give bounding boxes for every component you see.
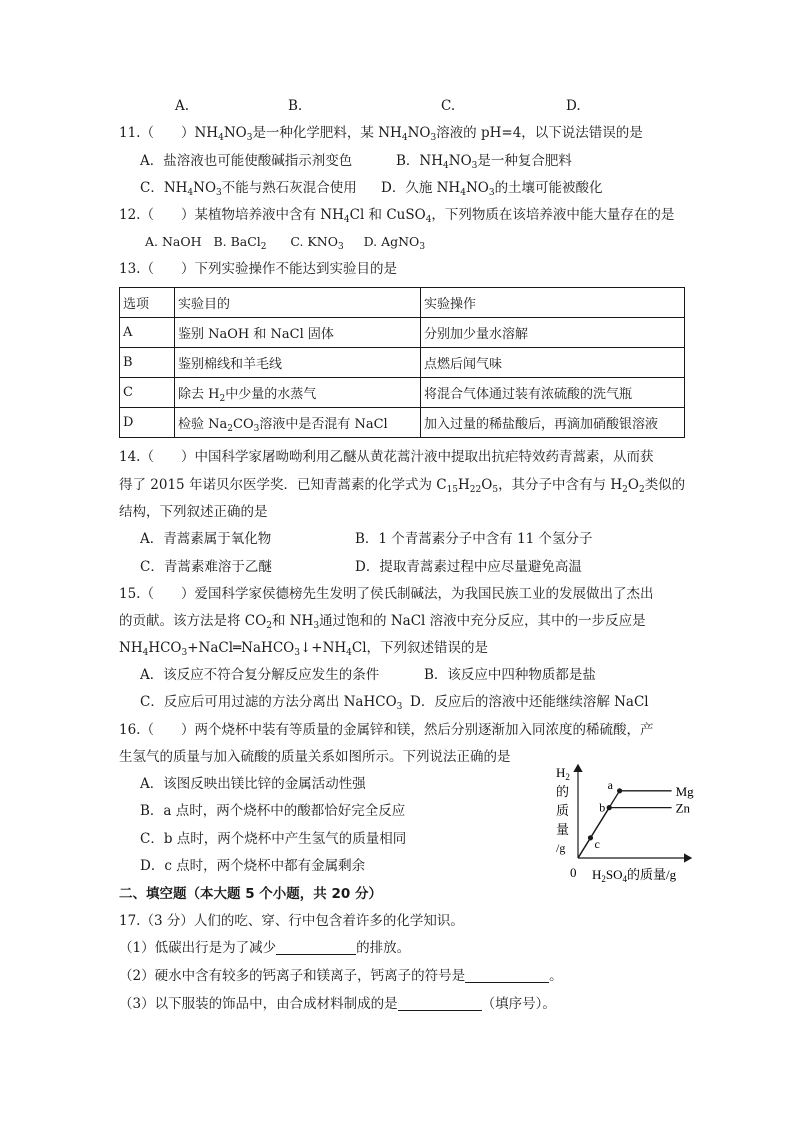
- table-cell: D: [120, 408, 175, 438]
- table-cell: 除去 $H_2$中少量的水蒸气: [175, 378, 421, 408]
- q12-stem: 12.（ ）某植物培养液中含有 $NH_4Cl$ 和 CuSO$_4$，下列物质在该培养液中能大量存在的是: [119, 207, 675, 225]
- table-cell: 鉴别 NaOH 和 NaCl 固体: [175, 318, 421, 348]
- section-title: 二、填空题（本大题 5 个小题，共 20 分）: [119, 886, 382, 902]
- table-header-row: [120, 288, 685, 318]
- q14-stem-line2: 得了 2015 年诺贝尔医学奖．已知青蒿素的化学式为 $C_{15}H_{22}O_5$，其分子中含有与 $H_2O_2$类似的: [119, 477, 686, 495]
- q16-option-b: B．a 点时，两个烧杯中的酸都恰好完全反应: [140, 803, 406, 819]
- table-row: [120, 408, 685, 438]
- table-cell: A: [120, 318, 175, 348]
- q11-stem: 11.（ ）$NH_4NO_3$是一种化学肥料，某 $NH_4NO_3$溶液的 pH=4，以下说法错误的是: [119, 125, 643, 143]
- q10-option-b: B.: [288, 98, 303, 114]
- series-label-mg: Mg: [675, 783, 694, 799]
- q12-option-d: D. AgNO$_3$: [363, 234, 426, 252]
- y-axis-label-char: 质: [556, 803, 570, 818]
- q10-option-c: C.: [441, 98, 456, 114]
- x-axis-label: $H_2SO_4$的质量/g: [592, 867, 677, 884]
- q15-equation-line: $NH_4HCO_3+NaCl═NaHCO_3↓+NH_4Cl$，下列叙述错误的是: [119, 640, 489, 658]
- q13-stem: 13.（ ）下列实验操作不能达到实验目的是: [119, 261, 397, 277]
- y-axis-label-char: 的: [556, 784, 570, 799]
- point-a: [617, 788, 622, 793]
- q11-option-b: B．$NH_4NO_3$是一种复合肥料: [396, 153, 572, 171]
- table-cell: C: [120, 378, 175, 408]
- point-c: [588, 835, 593, 840]
- q17-part1: （1）低碳出行是为了减少 的排放。: [119, 940, 411, 956]
- q14-option-d: D．提取青蒿素过程中应尽量避免高温: [355, 559, 582, 575]
- q14-stem-line3: 结构，下列叙述正确的是: [119, 504, 268, 520]
- table-header-cell: 实验操作: [421, 288, 685, 318]
- q13-table: [119, 287, 685, 438]
- point-label-a: a: [607, 777, 613, 792]
- q14-stem-line1: 14.（ ）中国科学家屠呦呦利用乙醚从黄花蒿汁液中提取出抗疟特效药青蒿素，从而获: [119, 449, 654, 465]
- q16-option-c: C．b 点时，两个烧杯中产生氢气的质量相同: [140, 831, 407, 847]
- q12-options: [145, 233, 425, 251]
- table-header-cell: 实验目的: [175, 288, 421, 318]
- answer-blank[interactable]: [465, 968, 549, 983]
- table-cell: 将混合气体通过装有浓硫酸的洗气瓶: [421, 378, 685, 408]
- y-axis-label-char: /g: [556, 841, 566, 855]
- table-row: [120, 378, 685, 408]
- q15-option-c: C．反应后可用过滤的方法分离出 NaHCO$_3$: [140, 694, 403, 712]
- q17-part3: （3）以下服装的饰品中，由合成材料制成的是 （填序号）。: [119, 996, 556, 1012]
- q15-stem-line1: 15.（ ）爱国科学家侯德榜先生发明了侯氏制碱法，为我国民族工业的发展做出了杰出: [119, 586, 654, 602]
- q16-option-a: A．该图反映出镁比锌的金属活动性强: [140, 776, 366, 792]
- q16-stem-line1: 16.（ ）两个烧杯中装有等质量的金属锌和镁，然后分别逐渐加入同浓度的稀硫酸，产: [119, 722, 654, 738]
- table-header-cell: 选项: [120, 288, 175, 318]
- q12-option-a: A. NaOH: [145, 234, 202, 249]
- q11-option-a: A．盐溶液也可能使酸碱指示剂变色: [140, 153, 353, 169]
- answer-blank[interactable]: [276, 940, 356, 955]
- table-cell: 分别加少量水溶解: [421, 318, 685, 348]
- q14-option-a: A．青蒿素属于氧化物: [140, 531, 272, 547]
- q17-part2: （2）硬水中含有较多的钙离子和镁离子，钙离子的符号是 。: [119, 968, 563, 984]
- hydrogen-mass-chart: [548, 760, 698, 885]
- answer-blank[interactable]: [398, 996, 482, 1011]
- q15-option-a: A．该反应不符合复分解反应发生的条件: [140, 667, 380, 683]
- table-cell: 加入过量的稀盐酸后，再滴加硝酸银溶液: [421, 408, 685, 438]
- table-row: [120, 348, 685, 378]
- q12-option-c: C. $KNO_3$: [290, 234, 344, 252]
- table-cell: B: [120, 348, 175, 378]
- q16-option-d: D．c 点时，两个烧杯中都有金属剩余: [140, 858, 366, 874]
- q10-option-d: D.: [566, 98, 581, 114]
- y-axis-label: $H_2$: [556, 765, 570, 782]
- series-line-zn: [578, 808, 672, 858]
- origin-label: 0: [570, 865, 577, 880]
- point-b: [607, 805, 612, 810]
- q12-option-b: B. BaCl$_2$: [213, 234, 267, 252]
- q10-option-a: A.: [175, 98, 190, 114]
- table-cell: 鉴别棉线和羊毛线: [175, 348, 421, 378]
- q14-option-c: C．青蒿素难溶于乙醚: [140, 559, 272, 575]
- y-axis-label-char: 量: [556, 822, 570, 837]
- table-cell: 点燃后闻气味: [421, 348, 685, 378]
- q15-option-d: D．反应后的溶液中还能继续溶解 NaCl: [410, 694, 649, 710]
- q16-stem-line2: 生氢气的质量与加入硫酸的质量关系如图所示。下列说法正确的是: [119, 749, 511, 765]
- q14-option-b: B．1 个青蒿素分子中含有 11 个氢分子: [355, 531, 593, 547]
- q11-option-c: C．$NH_4NO_3$不能与熟石灰混合使用: [140, 180, 357, 198]
- point-label-b: b: [599, 800, 606, 815]
- q15-stem-line2: 的贡献。该方法是将 $CO_2$和 $NH_3$通过饱和的 NaCl 溶液中充分反应，其中的一步反应是: [119, 613, 646, 631]
- point-label-c: c: [594, 836, 600, 851]
- q15-option-b: B．该反应中四种物质都是盐: [424, 667, 596, 683]
- q11-option-d: D．久施 $NH_4NO_3$的土壤可能被酸化: [381, 180, 603, 198]
- table-row: [120, 318, 685, 348]
- table-cell: 检验 $Na_2CO_3$溶液中是否混有 NaCl: [175, 408, 421, 438]
- series-line-mg: [578, 791, 672, 858]
- series-label-zn: Zn: [675, 800, 691, 816]
- q17-stem: 17.（3 分）人们的吃、穿、行中包含着许多的化学知识。: [119, 913, 464, 929]
